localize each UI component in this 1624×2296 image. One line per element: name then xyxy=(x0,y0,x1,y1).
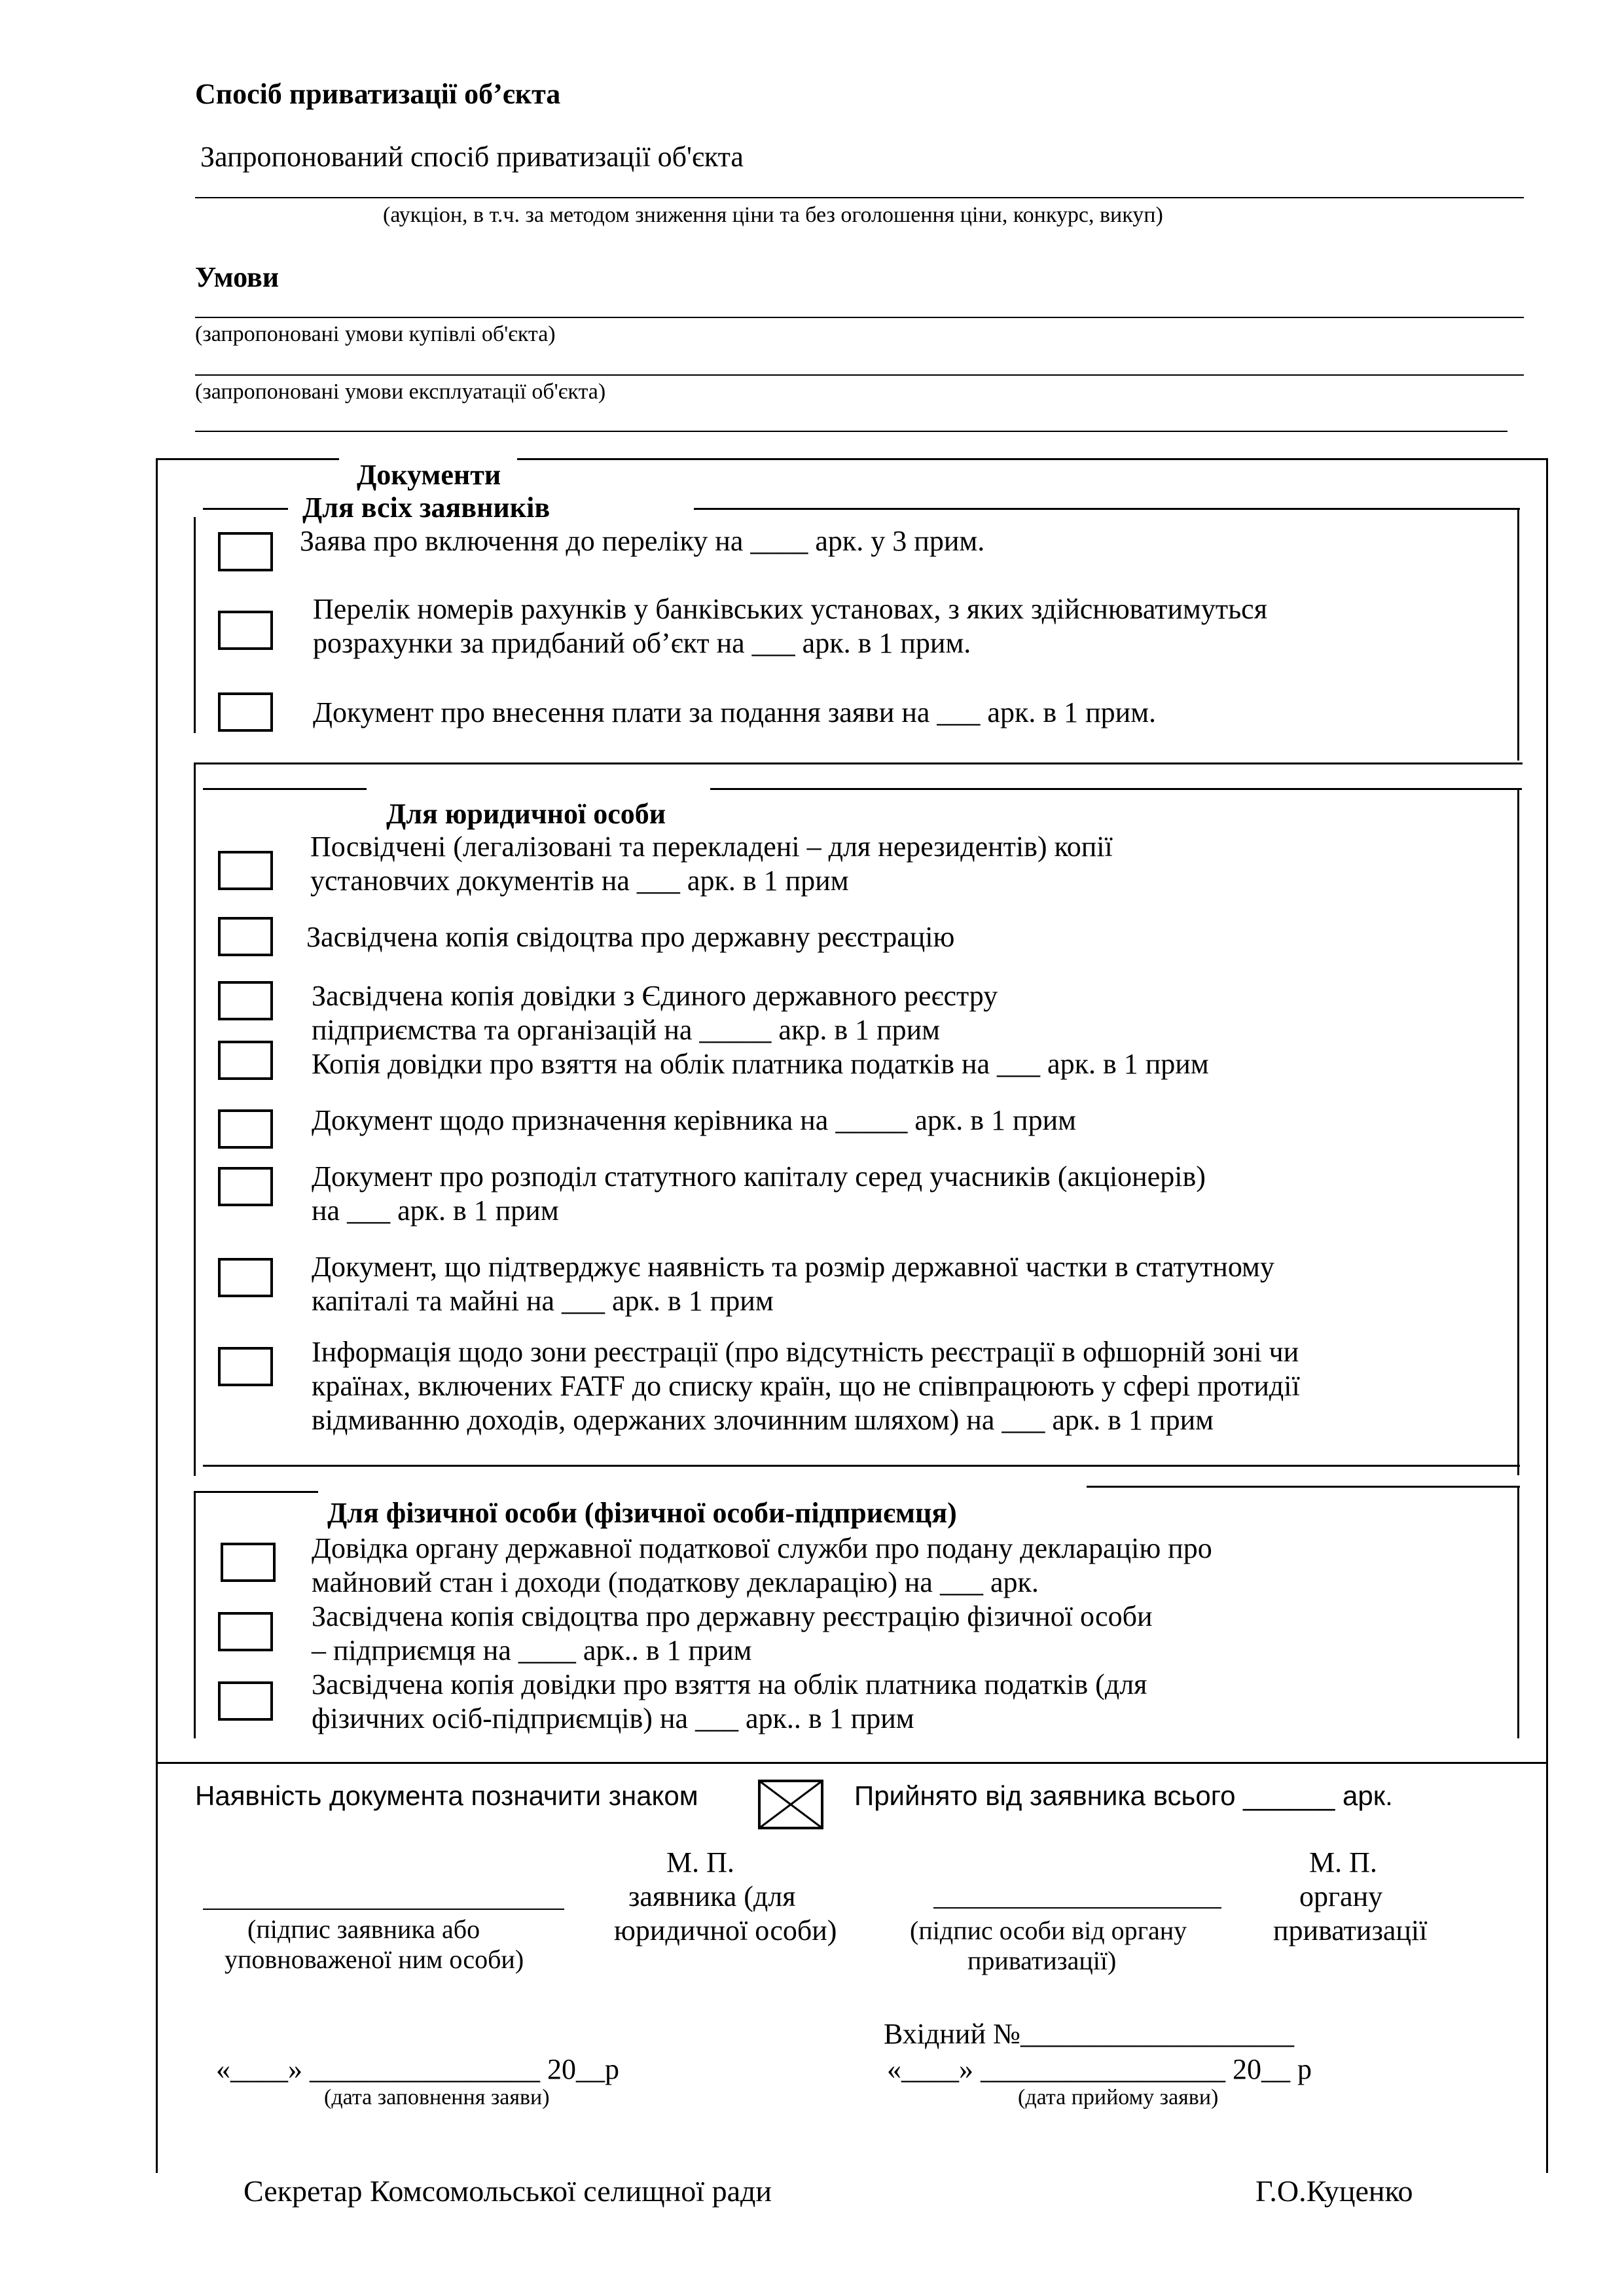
conditions-heading: Умови xyxy=(195,261,280,293)
item-bank-accounts-line2: розрахунки за придбаний об’єкт на ___ арк. в 1 прим. xyxy=(313,627,971,659)
checkbox-fee-payment[interactable] xyxy=(218,692,273,732)
proposed-method-hint: (аукціон, в т.ч. за методом зниження ціни та без оголошення ціни, конкурс, викуп) xyxy=(383,203,1163,227)
checkbox-tax-registration[interactable] xyxy=(218,1041,273,1080)
item-unified-register-line1: Засвідчена копія довідки з Єдиного державного реєстру xyxy=(312,980,998,1012)
item-tax-registration: Копія довідки про взяття на облік платника податків на ___ арк. в 1 прим xyxy=(312,1048,1209,1080)
date-received[interactable]: «____» _________________ 20__ р xyxy=(887,2053,1312,2085)
received-total: Прийнято від заявника всього ______ арк. xyxy=(854,1780,1393,1811)
checkbox-director-appointment[interactable] xyxy=(218,1109,273,1149)
operation-conditions-hint: (запропоновані умови експлуатації об'єкта) xyxy=(195,380,606,404)
privatization-heading: Спосіб приватизації об’єкта xyxy=(195,78,561,110)
item-entrepreneur-registration-line1: Засвідчена копія свідоцтва про державну реєстрацію фізичної особи xyxy=(312,1600,1153,1632)
item-application: Заява про включення до переліку на ____ арк. у 3 прим. xyxy=(300,525,985,557)
checkbox-founding-docs[interactable] xyxy=(218,851,273,890)
crossed-box-icon xyxy=(758,1780,823,1829)
checkbox-unified-register[interactable] xyxy=(218,981,273,1020)
all-applicants-heading: Для всіх заявників xyxy=(302,492,550,524)
legal-entity-heading: Для юридичної особи xyxy=(386,798,666,830)
mark-note: Наявність документа позначити знаком xyxy=(195,1780,698,1811)
item-director-appointment: Документ щодо призначення керівника на _____ арк. в 1 прим xyxy=(312,1104,1076,1136)
applicant-stamp-line2: заявника (для xyxy=(628,1880,796,1912)
item-tax-declaration-line1: Довідка органу державної податкової служби про подану декларацію про xyxy=(312,1532,1212,1564)
conditions-extra-line[interactable] xyxy=(195,431,1507,432)
purchase-conditions-line[interactable] xyxy=(195,317,1524,318)
organ-stamp-line2: органу xyxy=(1299,1880,1383,1912)
documents-heading: Документи xyxy=(357,459,501,491)
purchase-conditions-hint: (запропоновані умови купівлі об'єкта) xyxy=(195,322,556,346)
item-capital-distribution-line2: на ___ арк. в 1 прим xyxy=(312,1194,559,1227)
operation-conditions-line[interactable] xyxy=(195,374,1524,376)
item-entrepreneur-tax-line2: фізичних осіб-підприємців) на ___ арк.. в 1 прим xyxy=(312,1702,914,1734)
item-founding-docs-line2: установчих документів на ___ арк. в 1 прим xyxy=(310,865,849,897)
organ-stamp-mp: М. П. xyxy=(1309,1846,1377,1878)
incoming-number[interactable]: Вхідний №___________________ xyxy=(884,2018,1294,2050)
date-filled-hint: (дата заповнення заяви) xyxy=(324,2085,550,2109)
checkbox-bank-accounts[interactable] xyxy=(218,611,273,650)
item-fee-payment: Документ про внесення плати за подання заяви на ___ арк. в 1 прим. xyxy=(313,696,1157,728)
individual-heading: Для фізичної особи (фізичної особи-підприємця) xyxy=(327,1497,957,1529)
proposed-method-line[interactable] xyxy=(195,197,1524,198)
checkbox-state-registration[interactable] xyxy=(218,917,273,956)
item-entrepreneur-registration-line2: – підприємця на ____ арк.. в 1 прим xyxy=(312,1634,752,1666)
item-state-share-line1: Документ, що підтверджує наявність та розмір державної частки в статутному xyxy=(312,1251,1274,1283)
item-tax-declaration-line2: майновий стан і доходи (податкову декларацію) на ___ арк. xyxy=(312,1566,1039,1598)
checkbox-state-share[interactable] xyxy=(218,1258,273,1297)
organ-signature-hint-line1: (підпис особи від органу xyxy=(910,1916,1187,1945)
organ-signature-hint-line2: приватизації) xyxy=(967,1946,1117,1975)
item-unified-register-line2: підприємства та організацій на _____ акр. в 1 прим xyxy=(312,1014,941,1046)
item-capital-distribution-line1: Документ про розподіл статутного капіталу серед учасників (акціонерів) xyxy=(312,1160,1206,1193)
organ-signature-line[interactable] xyxy=(933,1907,1221,1909)
item-entrepreneur-tax-line1: Засвідчена копія довідки про взяття на облік платника податків (для xyxy=(312,1668,1147,1700)
checkbox-entrepreneur-registration[interactable] xyxy=(218,1612,273,1651)
applicant-stamp-mp: М. П. xyxy=(666,1846,734,1878)
organ-stamp-line3: приватизації xyxy=(1273,1914,1428,1946)
checkbox-registration-zone[interactable] xyxy=(218,1347,273,1386)
item-registration-zone-line3: відмиванню доходів, одержаних злочинним шляхом) на ___ арк. в 1 прим xyxy=(312,1404,1214,1436)
item-state-registration: Засвідчена копія свідоцтва про державну реєстрацію xyxy=(306,921,955,953)
checkbox-application[interactable] xyxy=(218,532,273,571)
secretary-position: Секретар Комсомольської селищної ради xyxy=(244,2174,772,2208)
proposed-method-label: Запропонований спосіб приватизації об'єкта xyxy=(200,141,744,173)
item-founding-docs-line1: Посвідчені (легалізовані та перекладені – для нерезидентів) копії xyxy=(310,831,1113,863)
checkbox-tax-declaration[interactable] xyxy=(221,1543,276,1582)
item-state-share-line2: капіталі та майні на ___ арк. в 1 прим xyxy=(312,1285,774,1317)
applicant-stamp-line3: юридичної особи) xyxy=(614,1914,837,1946)
date-received-hint: (дата прийому заяви) xyxy=(1018,2085,1219,2109)
checkbox-entrepreneur-tax[interactable] xyxy=(218,1681,273,1721)
checkbox-capital-distribution[interactable] xyxy=(218,1167,273,1206)
applicant-signature-hint-line1: (підпис заявника або xyxy=(247,1914,480,1944)
secretary-name: Г.О.Куценко xyxy=(1255,2174,1413,2208)
applicant-signature-hint-line2: уповноваженої ним особи) xyxy=(225,1945,524,1974)
applicant-signature-line[interactable] xyxy=(203,1909,564,1910)
item-bank-accounts-line1: Перелік номерів рахунків у банківських установах, з яких здійснюватимуться xyxy=(313,593,1267,625)
item-registration-zone-line2: країнах, включених FATF до списку країн, що не співпрацюють у сфері протидії xyxy=(312,1370,1300,1402)
date-filled[interactable]: «____» ________________ 20__р xyxy=(216,2053,619,2085)
item-registration-zone-line1: Інформація щодо зони реєстрації (про відсутність реєстрації в офшорній зоні чи xyxy=(312,1336,1299,1368)
